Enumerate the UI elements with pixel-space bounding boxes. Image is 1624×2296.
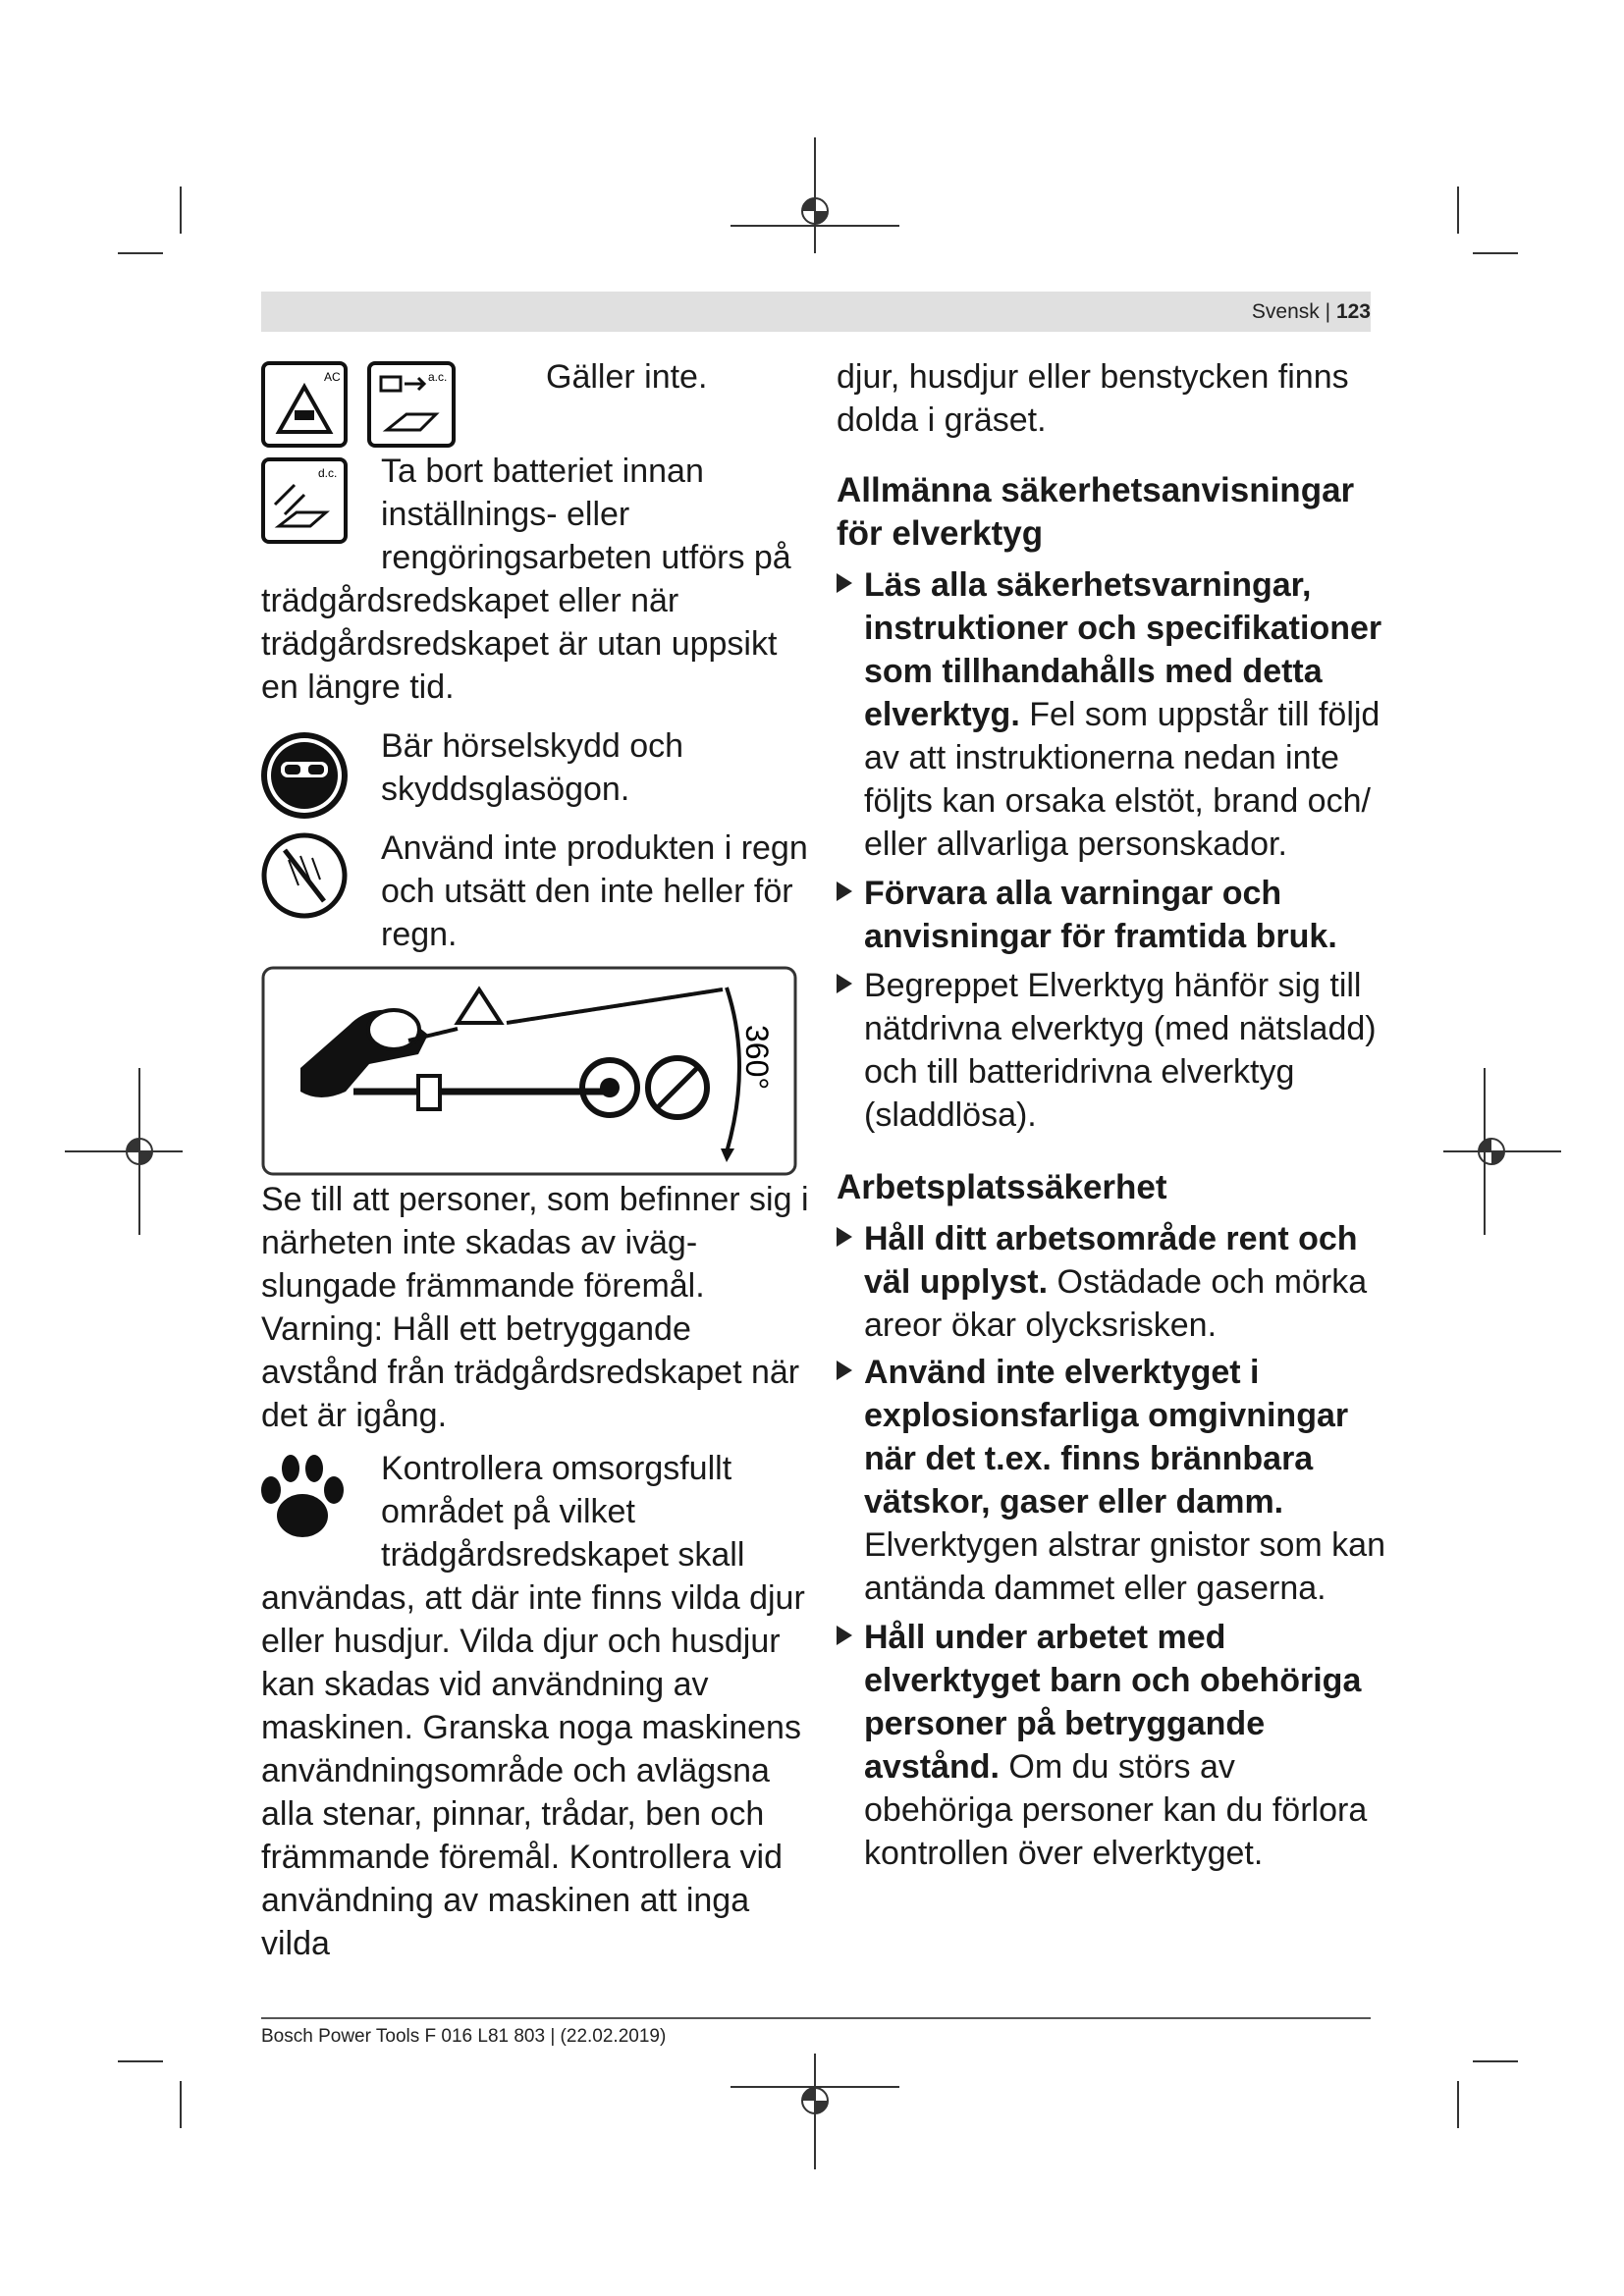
footer-rule	[261, 2017, 1371, 2019]
remove-battery-line1: Ta bort batteriet innan	[381, 453, 704, 490]
ear-eye-line2: skyddsglasögon.	[381, 771, 630, 808]
dc-label: d.c.	[318, 466, 338, 480]
bullet-power-tool-term	[837, 964, 1386, 1137]
bullet-explosive-atmosphere	[837, 1351, 1386, 1610]
rain-line2: och utsätt den inte heller för	[381, 873, 793, 910]
rain-line3: regn.	[381, 916, 458, 953]
animals-line1: Kontrollera omsorgsfullt	[381, 1450, 732, 1487]
remove-battery-text: trädgårdsredskapet eller när trädgårdsredskapet är utan uppsikt en längre tid.	[261, 582, 778, 706]
rain-text	[381, 827, 813, 956]
footer-text: Bosch Power Tools F 016 L81 803 | (22.02.2019)	[261, 2026, 667, 2047]
not-applicable-text: Gäller inte.	[546, 358, 708, 396]
remove-battery-line3: rengöringsarbeten utförs på	[381, 539, 791, 576]
ac-small-label: a.c.	[428, 370, 448, 384]
workplace-safety-heading: Arbetsplatssäkerhet	[837, 1168, 1167, 1206]
animals-lead	[381, 1447, 803, 1576]
bullet-read-warnings	[837, 563, 1386, 866]
bullet-arrow-icon	[837, 881, 852, 901]
general-safety-heading: Allmänna säkerhetsanvisningar för elverktyg	[837, 471, 1355, 553]
bullet-arrow-icon	[837, 573, 852, 593]
bullet-arrow-icon	[837, 1227, 852, 1247]
rain-line1: Använd inte produkten i regn	[381, 829, 808, 867]
figure-angle-label: 360°	[739, 1025, 775, 1091]
ear-eye-text	[381, 724, 803, 811]
no-rain-icon	[259, 830, 350, 921]
header-separator: |	[1325, 300, 1331, 323]
remove-battery-lead	[381, 450, 803, 579]
ac-manual-icon	[367, 361, 456, 448]
paw-icon	[257, 1451, 348, 1541]
page-number: 123	[1335, 300, 1371, 323]
remove-battery-line2: inställnings- eller	[381, 496, 630, 533]
distance-warning-text: Varning: Håll ett betryggande avstånd från trädgårdsredskapet när det är igång.	[261, 1310, 800, 1434]
continuation-text: djur, husdjur eller benstycken finns dolda i gräset.	[837, 358, 1349, 439]
dc-battery-remove-icon	[261, 457, 348, 544]
bullet-arrow-icon	[837, 1626, 852, 1645]
ac-warning-icon	[261, 361, 348, 448]
bullet1-text: Fel som uppstår till följd av att instruktionerna nedan inte följts kan orsaka elstöt, brand och/ eller allvarliga personskador.	[864, 696, 1380, 863]
bullet6-bold: Håll under arbetet med elverktyget barn och obehöriga personer på betryggande avstånd.	[864, 1619, 1362, 1786]
header-page-info	[1252, 300, 1371, 324]
animals-line2: området på vilket	[381, 1493, 635, 1530]
ear-eye-line1: Bär hörselskydd och	[381, 727, 684, 765]
bullet3-text: Begreppet Elverktyg hänför sig till nätdrivna elverktyg (med nätsladd) och till batteridrivna elverktyg (sladdlösa).	[864, 967, 1377, 1134]
bullet5-text: Elverktygen alstrar gnistor som kan antända dammet eller gaserna.	[864, 1526, 1385, 1607]
animals-text: användas, att där inte finns vilda djur eller husdjur. Vilda djur och husdjur kan skadas vid användning av maskinen. Granska noga maskinens användningsområde och avlägsna alla stenar, pinnar, trådar, ben och främmande föremål. Kontrollera vid användning av maskinen att inga vilda	[261, 1579, 805, 1962]
bullet5-bold: Använd inte elverktyget i explosionsfarliga omgivningar när det t.ex. finns brännbara vätskor, gaser eller damm.	[864, 1354, 1349, 1521]
bullet-keep-bystanders-away	[837, 1616, 1386, 1875]
bullet4-text: Ostädade och mörka areor ökar olycksrisken.	[864, 1263, 1368, 1344]
bullet-arrow-icon	[837, 974, 852, 993]
bullet-keep-warnings	[837, 872, 1386, 958]
bullet2-bold: Förvara alla varningar och anvisningar för framtida bruk.	[864, 875, 1337, 955]
bullet-clean-workplace	[837, 1217, 1386, 1347]
bullet6-text: Om du störs av obehöriga personer kan du förlora kontrollen över elverktyget.	[864, 1748, 1368, 1872]
header-bar	[261, 292, 1371, 332]
animals-line3: trädgårdsredskapet skall	[381, 1536, 745, 1574]
ear-eye-protection-icon	[259, 730, 350, 821]
thrown-objects-text: Se till att personer, som befinner sig i närheten inte skadas av ivägslungade främmande föremål.	[261, 1181, 809, 1305]
bullet1-bold: Läs alla säkerhetsvarningar, instruktioner och specifikationer som tillhandahålls med detta elverktyg.	[864, 566, 1382, 733]
thrown-objects-figure	[261, 966, 797, 1176]
header-language: Svensk	[1251, 300, 1320, 323]
ac-label: AC	[324, 370, 341, 384]
bullet4-bold: Håll ditt arbetsområde rent och väl upplyst.	[864, 1220, 1358, 1301]
bullet-arrow-icon	[837, 1361, 852, 1380]
